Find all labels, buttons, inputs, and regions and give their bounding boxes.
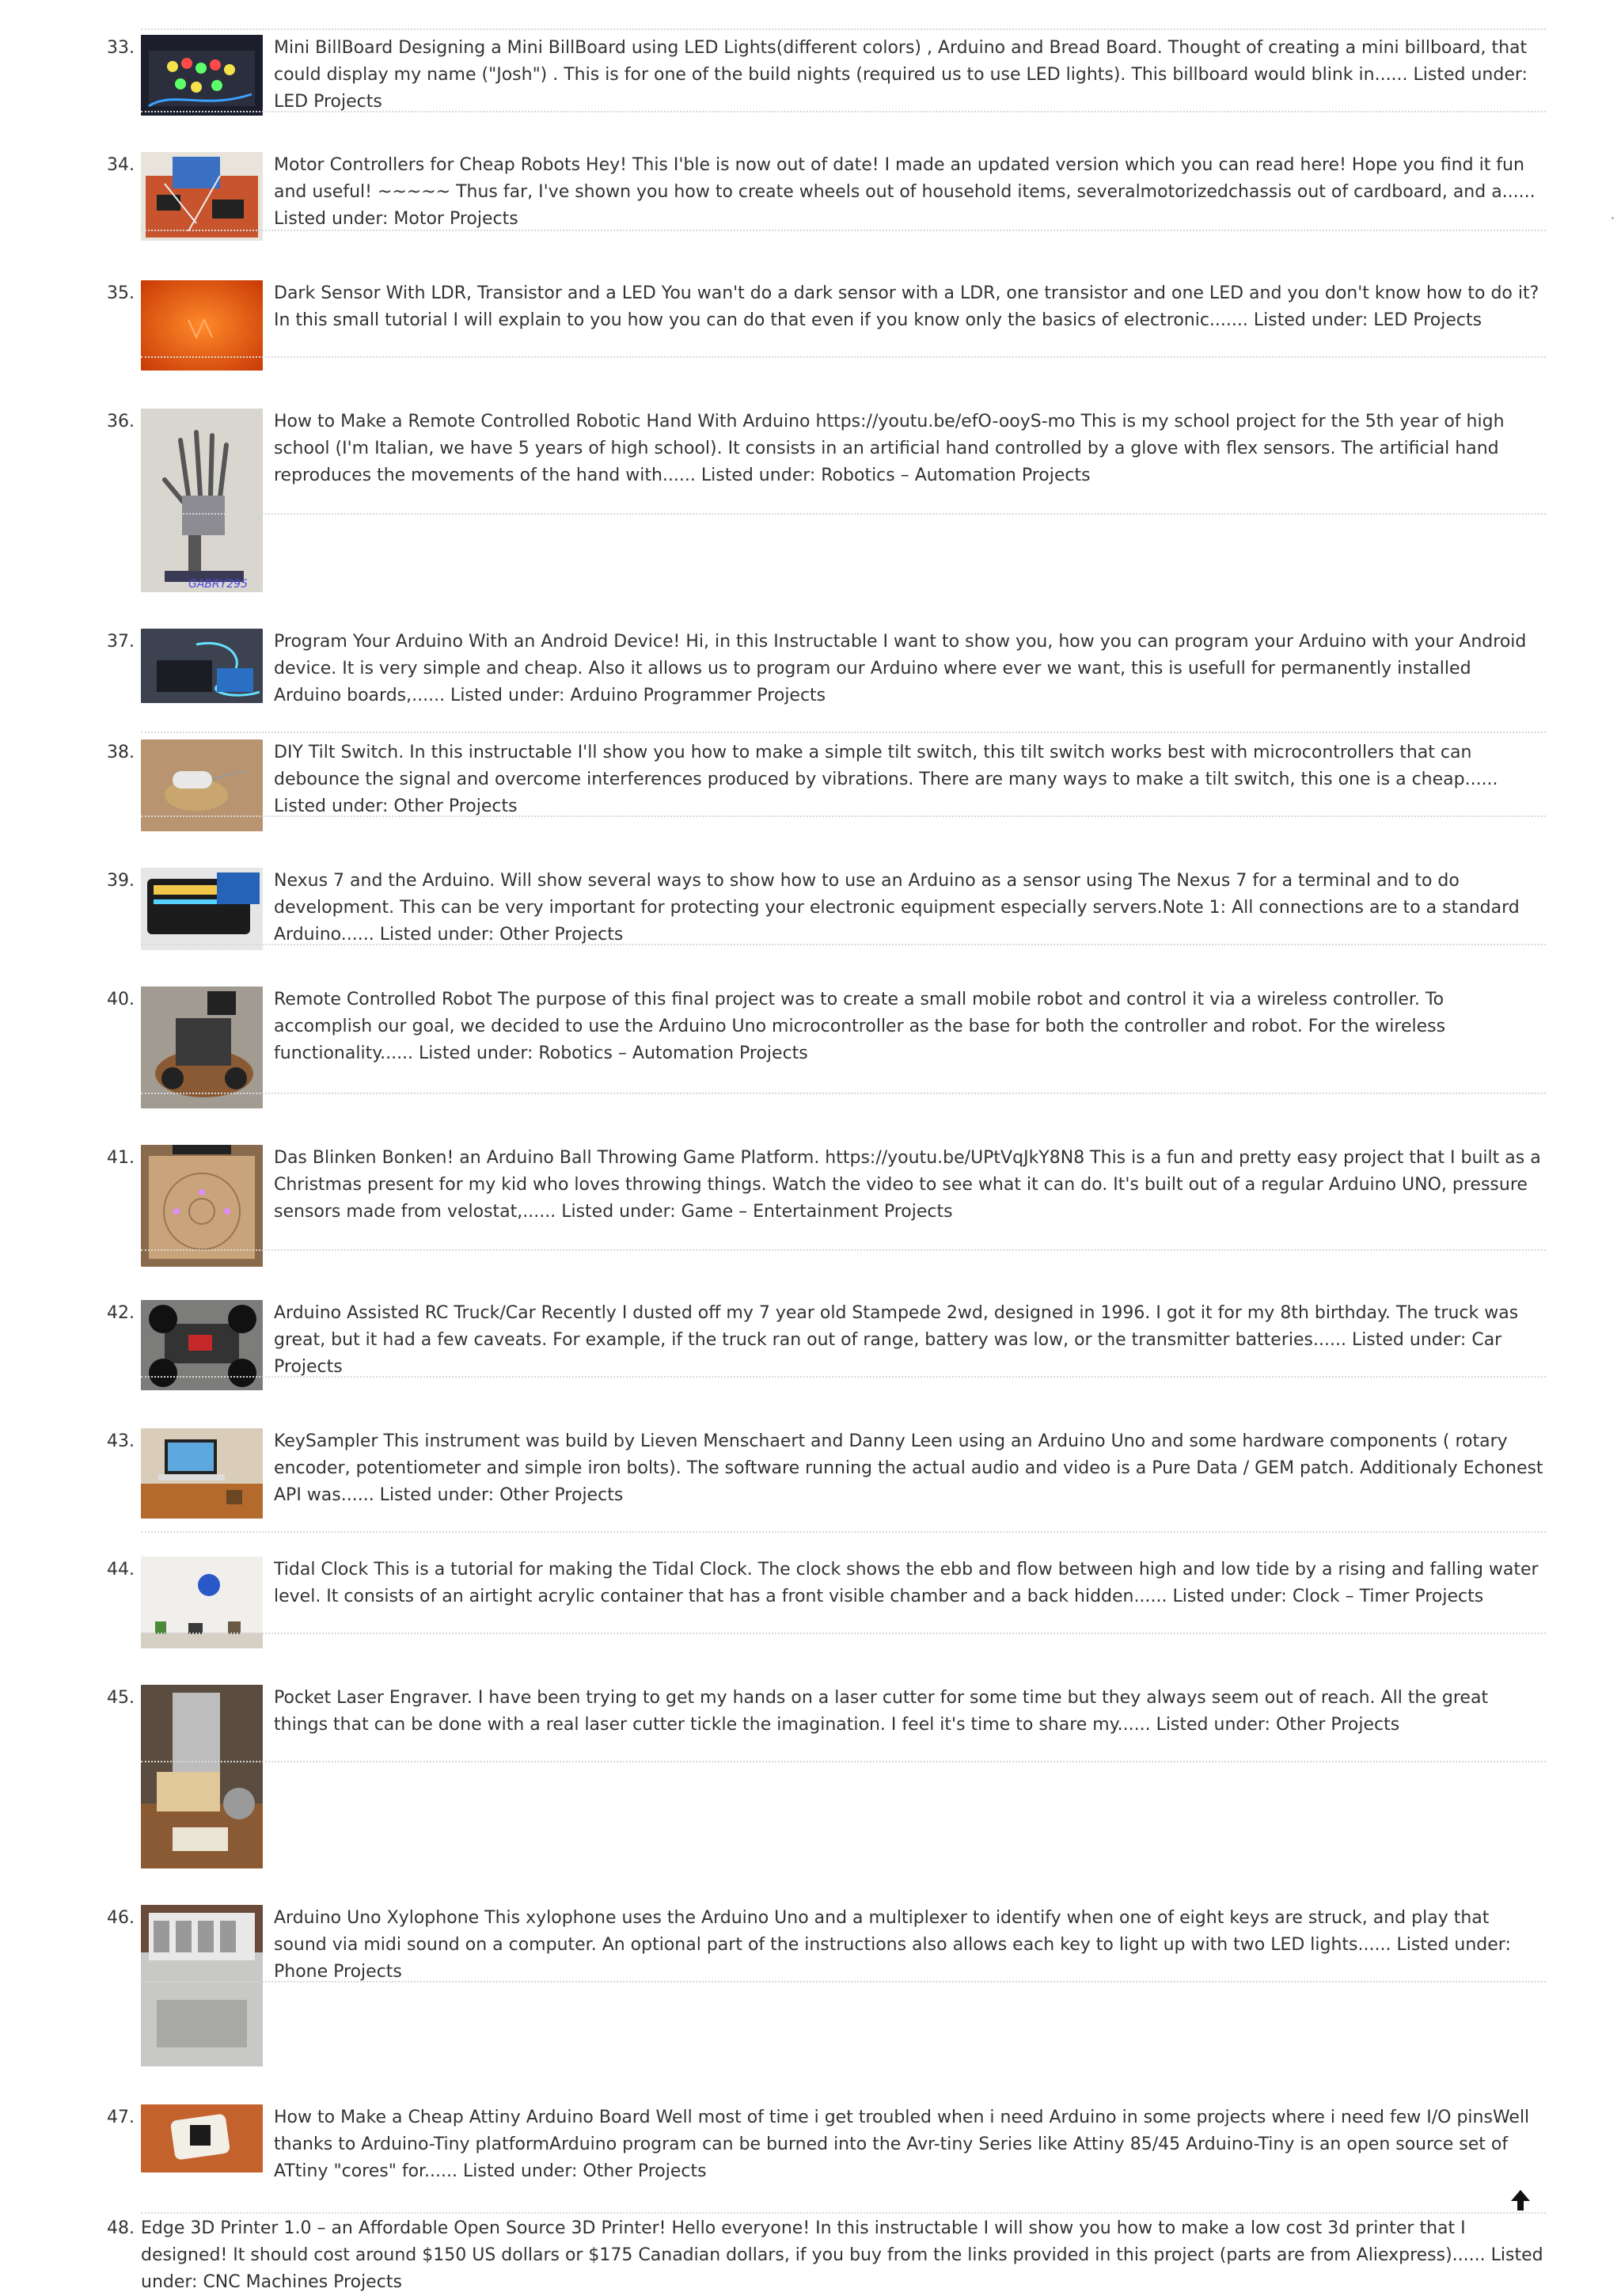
xylophone-thumbnail[interactable] — [141, 1905, 263, 2066]
attiny-board-thumbnail[interactable] — [141, 2104, 263, 2172]
item-number: 34. — [107, 155, 135, 175]
item-number: 43. — [107, 1431, 135, 1451]
tilt-switch-thumbnail[interactable] — [141, 739, 263, 831]
android-arduino-thumbnail[interactable] — [141, 629, 263, 703]
svg-text:GABRY295: GABRY295 — [188, 578, 249, 591]
item-description[interactable]: KeySampler This instrument was build by Lieven Menschaert and Danny Leen using an Arduino Uno and some hardware components ( rotary encoder, potentiometer and simple iron bolts). The software running the actual audio and video is a Pure Data / GEM patch. Additionaly Echonest API was...... Listed under: Other Projects — [274, 1431, 1543, 1505]
item-number: 41. — [107, 1148, 135, 1168]
separator — [141, 356, 1546, 358]
item-description[interactable]: Edge 3D Printer 1.0 – an Affordable Open Source 3D Printer! Hello everyone! In this instructable I will show you how to make a low cost 3d printer that I designed! It should cost around $150 US dollars or $175 Canadian dollars, if you buy from the links provided in this project (parts are from Aliexpress)...... Listed under: CNC Machines Projects — [141, 2218, 1543, 2292]
item-number: 39. — [107, 871, 135, 891]
mobile-robot-thumbnail[interactable] — [141, 986, 263, 1108]
separator — [141, 732, 1546, 733]
separator — [141, 1981, 1546, 1982]
scroll-indicator — [1612, 217, 1614, 219]
robotic-hand-thumbnail[interactable] — [141, 409, 263, 592]
separator — [141, 815, 1546, 817]
game-platform-thumbnail[interactable] — [141, 1145, 263, 1267]
item-description[interactable]: Dark Sensor With LDR, Transistor and a LED You wan't do a dark sensor with a LDR, one transistor and one LED and you don't know how to do it? In this small tutorial I will explain to you how you can do that even if you know only the basics of electronic....... Listed under: LED Projects — [274, 283, 1539, 330]
separator — [141, 1633, 1546, 1634]
item-number: 38. — [107, 743, 135, 762]
item-description[interactable]: Arduino Assisted RC Truck/Car Recently I dusted off my 7 year old Stampede 2wd, designed in 1996. I got it for my 8th birthday. The truck was great, but it had a few caveats. For example, if the truck ran out of range, battery was low, or the transmitter batteries...... Listed under: Car Projects — [274, 1303, 1519, 1377]
separator — [141, 111, 1546, 112]
item-description[interactable]: Motor Controllers for Cheap Robots Hey! This I'ble is now out of date! I made an updated version which you can read here! Hope you find it fun and useful! ~~~~~ Thus far, I've shown you how to create wheels out of household items, severalmotorizedchassis out of cardboard, and a...... Listed under: Motor Projects — [274, 155, 1536, 229]
item-number: 40. — [107, 990, 135, 1009]
separator — [141, 1249, 1546, 1251]
separator — [141, 944, 1546, 945]
separator — [141, 230, 1546, 231]
item-description[interactable]: Program Your Arduino With an Android Device! Hi, in this Instructable I want to show you, how you can program your Arduino with your Android device. It is very simple and cheap. Also it allows us to program our Arduino where ever we want, this is usefull for permanently installed Arduino boards,...... Listed under: Arduino Programmer Projects — [274, 632, 1527, 705]
nexus-arduino-thumbnail[interactable] — [141, 868, 263, 950]
item-number: 45. — [107, 1688, 135, 1708]
item-description[interactable]: Arduino Uno Xylophone This xylophone uses the Arduino Uno and a multiplexer to identify when one of eight keys are struck, and play that sound via midi sound on a computer. An optional part of the instructions also allows each key to light up with two LED lights...... Listed under: Phone Projects — [274, 1908, 1511, 1982]
separator — [141, 2212, 1546, 2214]
keysampler-thumbnail[interactable] — [141, 1428, 263, 1519]
item-number: 36. — [107, 412, 135, 431]
item-description[interactable]: How to Make a Cheap Attiny Arduino Board Well most of time i get troubled when i need Arduino in some projects where i need few I/O pinsWell thanks to Arduino-Tiny platformArduino program can be burned into the Avr-tiny Series like Attiny 85/45 Arduino-Tiny is an open source set of ATtiny "cores" for...... Listed under: Other Projects — [274, 2108, 1530, 2181]
separator — [141, 1376, 1546, 1378]
item-description[interactable]: Das Blinken Bonken! an Arduino Ball Throwing Game Platform. https://youtu.be/UPtVqJkY8N8 This is a fun and pretty easy project that I built as a Christmas present for my kid who loves throwing things. Watch the video to see what it can do. It's built out of a regular Arduino UNO, pressure sensors made from velostat,...... Listed under: Game – Entertainment Projects — [274, 1148, 1541, 1222]
item-description[interactable]: Mini BillBoard Designing a Mini BillBoard using LED Lights(different colors) , Arduino and Bread Board. Thought of creating a mini billboard, that could display my name ("Josh") . This is for one of the build nights (required us to use LED lights). This billboard would blink in...... Listed under: LED Projects — [274, 38, 1528, 112]
separator — [141, 1093, 1546, 1094]
item-description[interactable]: Remote Controlled Robot The purpose of this final project was to create a small mobile robot and control it via a wireless controller. To accomplish our goal, we decided to use the Arduino Uno microcontroller as the base for both the controller and robot. For the wireless functionality...... Listed under: Robotics – Automation Projects — [274, 990, 1446, 1063]
separator — [141, 513, 1546, 515]
item-number: 47. — [107, 2108, 135, 2127]
item-description[interactable]: DIY Tilt Switch. In this instructable I'll show you how to make a simple tilt switch, this tilt switch works best with microcontrollers that can debounce the signal and overcome interferences produced by vibrations. There are many ways to make a tilt switch, this one is a cheap...... Listed under: Other Projects — [274, 743, 1498, 816]
separator — [141, 1531, 1546, 1533]
item-description[interactable]: Nexus 7 and the Arduino. Will show several ways to show how to use an Arduino as a sensor using The Nexus 7 for a terminal and to do development. This can be very important for protecting your electronic equipment especially servers.Note 1: All connections are to a standard Arduino...... Listed under: Other Projects — [274, 871, 1520, 945]
item-description[interactable]: Pocket Laser Engraver. I have been trying to get my hands on a laser cutter for some time but they always seem out of reach. All the great things that can be done with a real laser cutter tickle the imagination. I feel it's time to share my...... Listed under: Other Projects — [274, 1688, 1489, 1735]
item-number: 37. — [107, 632, 135, 652]
item-number: 48. — [107, 2218, 135, 2238]
item-number: 46. — [107, 1908, 135, 1928]
tidal-clock-thumbnail[interactable] — [141, 1557, 263, 1648]
item-number: 44. — [107, 1560, 135, 1579]
item-number: 42. — [107, 1303, 135, 1323]
arrow-up-icon[interactable] — [1509, 2188, 1532, 2212]
laser-engraver-thumbnail[interactable] — [141, 1685, 263, 1868]
motor-controller-thumbnail[interactable] — [141, 152, 263, 241]
separator — [141, 29, 1546, 30]
separator — [141, 1761, 1546, 1762]
item-number: 33. — [107, 38, 135, 58]
item-number: 35. — [107, 283, 135, 303]
led-billboard-thumbnail[interactable] — [141, 35, 263, 116]
item-description[interactable]: Tidal Clock This is a tutorial for making the Tidal Clock. The clock shows the ebb and flow between high and low tide by a rising and falling water level. It consists of an airtight acrylic container that has a front visible chamber and a back hidden...... Listed under: Clock – Timer Projects — [274, 1560, 1539, 1606]
item-description[interactable]: How to Make a Remote Controlled Robotic Hand With Arduino https://youtu.be/efO-ooyS-mo This is my school project for the 5th year of high school (I'm Italian, we have 5 years of high school). It consists in an artificial hand controlled by a glove with flex sensors. The artificial hand reproduces the movements of the hand with...... Listed under: Robotics – Automation Projects — [274, 412, 1505, 485]
